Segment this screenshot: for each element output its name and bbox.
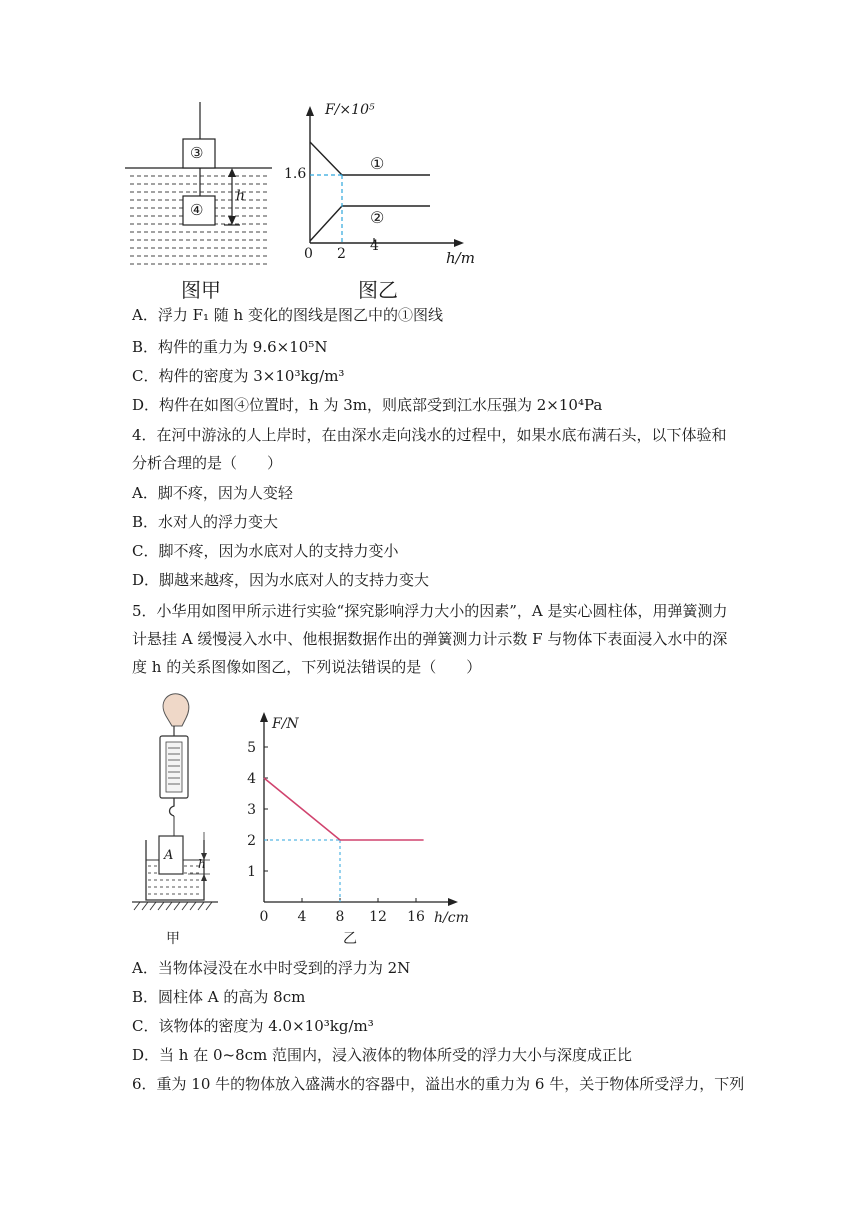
graph1-x-tick-0: 0 — [304, 246, 313, 262]
fig1-caption-left: 图甲 — [181, 278, 221, 302]
fig2-caption-right: 乙 — [343, 931, 357, 947]
chart-y-tick-label-5: 5 — [247, 740, 256, 756]
q5-option-a: A．当物体浸没在水中时受到的浮力为 2N — [132, 959, 411, 977]
chart-x-arrow — [448, 898, 458, 906]
hand-icon — [163, 694, 189, 726]
graph1-curve-2-label: ② — [370, 208, 385, 227]
q4-option-c: C．脚不疼，因为水底对人的支持力变小 — [132, 542, 399, 560]
q5-option-c: C．该物体的密度为 4.0×10³kg/m³ — [132, 1017, 374, 1035]
fig1-caption-right: 图乙 — [358, 278, 398, 302]
q6-stem: 6．重为 10 牛的物体放入盛满水的容器中，溢出水的重力为 6 牛，关于物体所受浮力，下列 — [132, 1075, 745, 1093]
figure-1 — [120, 98, 490, 303]
graph1-y-label: F/×10⁵ — [325, 102, 375, 118]
graph1-y-tick-1.6: 1.6 — [284, 166, 307, 182]
q3-option-d: D．构件在如图④位置时，h 为 3m，则底部受到江水压强为 2×10⁴Pa — [132, 396, 603, 414]
chart-x-tick-label-12: 12 — [369, 909, 387, 925]
fig2-caption-left: 甲 — [166, 931, 180, 947]
chart-x-tick-label-8: 8 — [335, 909, 345, 925]
chart-y-tick-label-4: 4 — [247, 771, 256, 787]
q3-option-b: B．构件的重力为 9.6×10⁵N — [132, 338, 328, 356]
chart-y-tick-label-3: 3 — [247, 802, 256, 818]
figure-2-apparatus — [128, 690, 228, 922]
chart-x-tick-label-4: 4 — [297, 909, 307, 925]
q5-stem: 5．小华用如图甲所示进行实验“探究影响浮力大小的因素”，A 是实心圆柱体，用弹簧测力计悬挂 A 缓慢浸入水中、他根据数据作出的弹簧测力计示数 F 与物体下表面浸入水中的深度 h 的关系图像如图乙，下列说法错误的是（ ） — [132, 602, 728, 676]
chart-y-axis-label: F/N — [272, 716, 299, 732]
q5-option-b: B．圆柱体 A 的高为 8cm — [132, 988, 306, 1006]
q5-option-d: D．当 h 在 0~8cm 范围内，浸入液体的物体所受的浮力大小与深度成正比 — [132, 1046, 633, 1064]
chart-series-line-0 — [264, 778, 424, 840]
cylinder-a-label: A — [164, 848, 174, 863]
q3-option-a: A．浮力 F₁ 随 h 变化的图线是图乙中的①图线 — [132, 306, 443, 324]
graph1-x-tick-2: 2 — [337, 246, 346, 262]
fig2-depth-label: h — [198, 857, 206, 871]
graph1-curve-1-label: ① — [370, 154, 385, 173]
chart-x-tick-label-0: 0 — [259, 909, 269, 925]
q4-stem: 4．在河中游泳的人上岸时，在由深水走向浅水的过程中，如果水底布满石头，以下体验和分析合理的是（ ） — [132, 426, 727, 472]
figure-2-chart — [240, 708, 480, 926]
depth-label: h — [236, 188, 246, 204]
q4-option-d: D．脚越来越疼，因为水底对人的支持力变大 — [132, 571, 430, 589]
block-3-label: ③ — [190, 144, 204, 162]
q4-option-a: A．脚不疼，因为人变轻 — [132, 484, 293, 502]
chart-y-arrow — [260, 712, 268, 722]
block-4-label: ④ — [190, 201, 204, 219]
q4-option-b: B．水对人的浮力变大 — [132, 513, 279, 531]
chart-x-axis-label: h/cm — [434, 910, 469, 926]
chart-x-tick-label-16: 16 — [407, 909, 425, 925]
graph1-x-tick-4: 4 — [370, 238, 379, 254]
graph1-x-label: h/m — [446, 249, 475, 267]
q3-option-c: C．构件的密度为 3×10³kg/m³ — [132, 367, 345, 385]
chart-y-tick-label-2: 2 — [247, 833, 256, 849]
chart-y-tick-label-1: 1 — [247, 864, 256, 880]
